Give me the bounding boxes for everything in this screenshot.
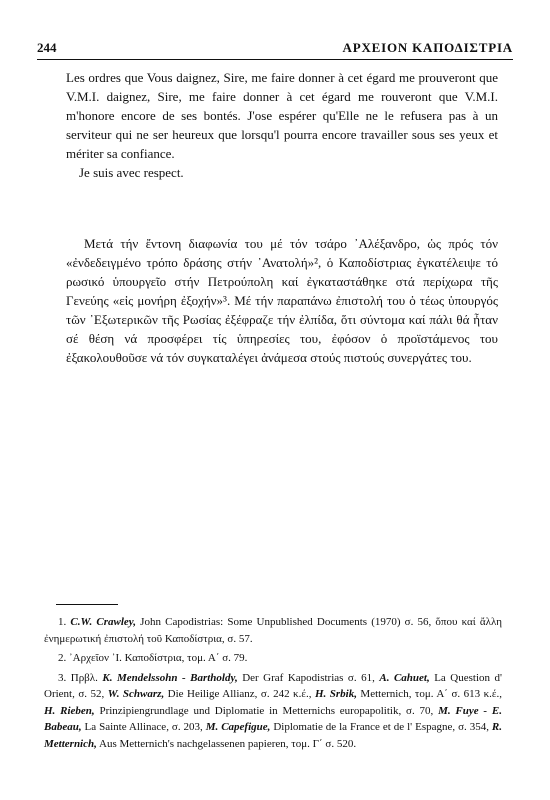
footnote-3 [44,670,502,753]
footnote-author: C.W. Crawley, [70,616,137,628]
footnote-author: H. Rieben, [44,704,95,717]
footnote-text: La Sainte Allinace, σ. 203, [81,721,206,733]
commentary-paragraph: Μετά τήν ἔντονη διαφωνία του μέ τόν τσάρο ᾿Αλέξανδρο, ὡς πρός τόν «ἐνδεδειγμένο τρόπο δράσης στήν ᾿Ανατολή»², ὁ Καποδίστριας ἐγκατέλειψε τό ρωσικό ὑπουργεῖο στήν Πετρούπολη καί ἐγκαταστάθηκε στά περίχωρα τῆς Γενεύης «εἰς μονήρη ἐξοχήν»³. Μέ τήν παραπάνω ἐπιστολή του ὁ τέως ὑπουργός τῶν ᾿Εξωτερικῶν τῆς Ρωσίας ἐξέφραζε τήν ἐλπίδα, ὅτι σύντομα καί πάλι θά ἦταν σέ θέση νά προσφέρει τίς ὑπηρεσίες του, ἐφόσον ὁ προϊστάμενος του ἐξακολουθοῦσε νά τόν συγκαταλέγει ἀνάμεσα στούς πιστούς συνεργάτες του. [66,236,498,365]
footnote-author: H. Srbik, [314,688,357,700]
footnote-author: M. Capefigue, [205,721,271,733]
running-header [37,37,513,60]
letter-closing [66,163,498,182]
footnote-text: Prinzipiengrundlage und Diplomatie in Metternichs europapolitik, σ. 70, [94,704,439,717]
footnote-text: Diplomatie de la France et de l' Espagne, σ. 354, [270,721,492,733]
footnote-text: La Question d' Orient, σ. 52, [44,671,502,700]
footnote-text: Die Heilige Allianz, σ. 242 κ.έ., [164,688,315,700]
french-letter [66,68,498,182]
running-title: ΑΡΧΕΙΟΝ ΚΑΠΟΔΙΣΤΡΙΑ [342,40,513,55]
footnote-author: R. Metternich, [44,721,502,750]
footnote-1 [44,614,502,647]
footnote-prefix: Πρβλ. [70,671,98,684]
footnote-text: Metternich, τομ. Α΄ σ. 613 κ.έ., [356,688,503,700]
footnote-author: K. Mendelssohn - Bartholdy, [102,671,238,684]
footnote-text: ᾿Αρχεῖον ᾿Ι. Καποδίστρια, τομ. Α΄ σ. 79. [69,652,248,664]
footnote-text: Der Graf Kapodistrias σ. 61, [237,671,380,684]
footnote-text: John Capodistrias: Some Unpublished Documents (1970) σ. 56, ὅπου καί ἄλλη ἐνημερωτική ἐπιστολή τοῦ Καποδίστρια, σ. 57. [44,616,503,645]
footnote-author: A. Cahuet, [379,671,430,684]
footnote-2 [44,650,502,667]
greek-commentary [66,234,498,367]
footnote-number: 1. [58,616,67,628]
letter-paragraph: Les ordres que Vous daignez, Sire, me faire donner à cet égard me prouveront que V.M.I. daignez, Sire, me faire donner à cet égard me rouveront que V.M.I. m'honore encore de ses bontés. J'ose espérer qu'Elle ne le refusera pas à un serviteur qui ne ser heureux que lorsqu'l pourra encore travailler sous ses yeux et mériter sa confiance. [66,70,498,161]
footnote-text: Aus Metternich's nachgelassenen papieren, τομ. Γ΄ σ. 520. [96,737,357,750]
footnote-number: 3. [58,671,67,684]
letter-closing-text: Je suis avec respect. [79,165,184,180]
footnote-author: W. Schwarz, [107,688,165,700]
footnote-number: 2. [58,652,67,664]
footnote-divider [56,604,118,605]
page-number: 244 [37,40,57,55]
footnotes [44,614,502,755]
footnote-author: M. Fuye - E. Babeau, [44,704,502,733]
